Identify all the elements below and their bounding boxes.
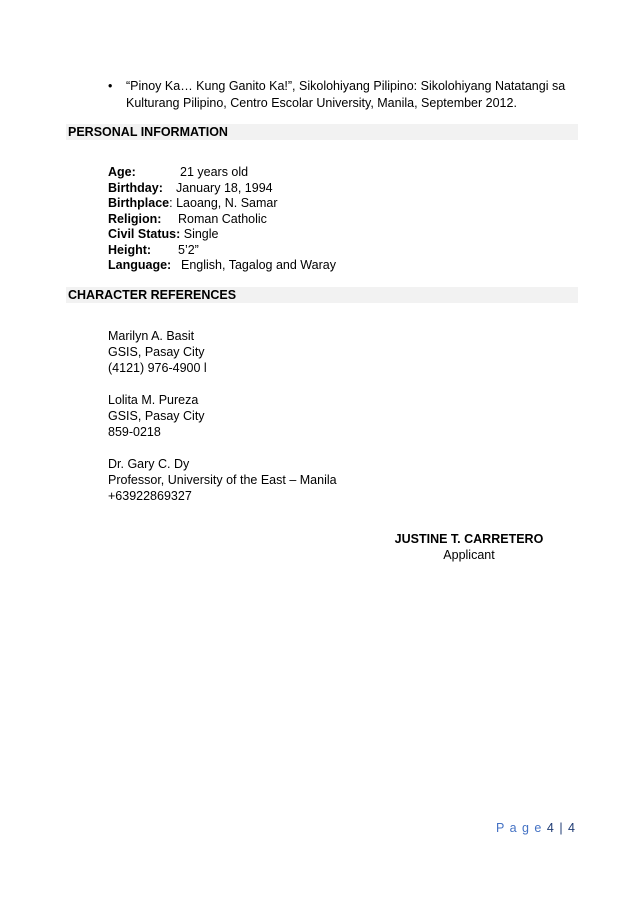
birthplace-value: : Laoang, N. Samar: [169, 196, 278, 210]
civil-status-value: Single: [183, 227, 219, 241]
age-row: [108, 165, 278, 181]
height-label: Height:: [108, 242, 152, 257]
language-row: [108, 258, 336, 274]
reference-organization: Professor, University of the East – Manila: [108, 473, 337, 487]
reference-entry: [108, 456, 337, 504]
birthplace-label: Birthplace: [108, 196, 170, 210]
personal-information-list: [108, 165, 336, 274]
civil-status-row: [108, 227, 278, 243]
page-number-footer: [496, 821, 576, 835]
age-value: 21 years old: [180, 165, 249, 179]
bullet-dot-icon: •: [108, 79, 113, 93]
reference-name: Marilyn A. Basit: [108, 329, 195, 343]
religion-value: Roman Catholic: [178, 211, 267, 226]
reference-name: Dr. Gary C. Dy: [108, 457, 190, 471]
birthday-row: [108, 181, 278, 197]
personal-information-heading: PERSONAL INFORMATION: [66, 124, 578, 140]
birthday-label: Birthday:: [108, 180, 163, 195]
birthday-value: January 18, 1994: [176, 180, 273, 195]
publication-line-2: Kulturang Pilipino, Centro Escolar University, Manila, September 2012.: [126, 96, 517, 110]
applicant-role: Applicant: [443, 548, 495, 562]
applicant-name: JUSTINE T. CARRETERO: [394, 532, 544, 546]
page-current: 4: [546, 821, 555, 835]
age-label: Age:: [108, 165, 136, 179]
character-references-heading: CHARACTER REFERENCES: [66, 287, 578, 303]
page-total: 4: [568, 821, 576, 835]
reference-contact: (4121) 976-4900 l: [108, 361, 207, 375]
religion-label: Religion:: [108, 211, 162, 226]
civil-status-label: Civil Status:: [108, 227, 181, 241]
language-label: Language:: [108, 258, 172, 272]
page-label: P a g e: [496, 821, 543, 835]
reference-name: Lolita M. Pureza: [108, 393, 199, 407]
reference-organization: GSIS, Pasay City: [108, 345, 205, 359]
page-separator: |: [559, 821, 564, 835]
character-references-list: [108, 328, 337, 504]
reference-entry: [108, 392, 337, 440]
reference-entry: [108, 328, 337, 376]
birthplace-row: [108, 196, 278, 212]
religion-row: [108, 212, 278, 228]
language-value: English, Tagalog and Waray: [181, 258, 336, 272]
reference-contact: 859-0218: [108, 425, 161, 439]
reference-organization: GSIS, Pasay City: [108, 409, 205, 423]
publication-line-1: “Pinoy Ka… Kung Ganito Ka!”, Sikolohiyang Pilipino: Sikolohiyang Natatangi sa: [126, 79, 566, 93]
reference-contact: +63922869327: [108, 489, 192, 503]
height-row: [108, 243, 278, 259]
height-value: 5’2”: [178, 242, 199, 257]
signature-block: [380, 531, 558, 563]
publication-text: [126, 78, 576, 112]
